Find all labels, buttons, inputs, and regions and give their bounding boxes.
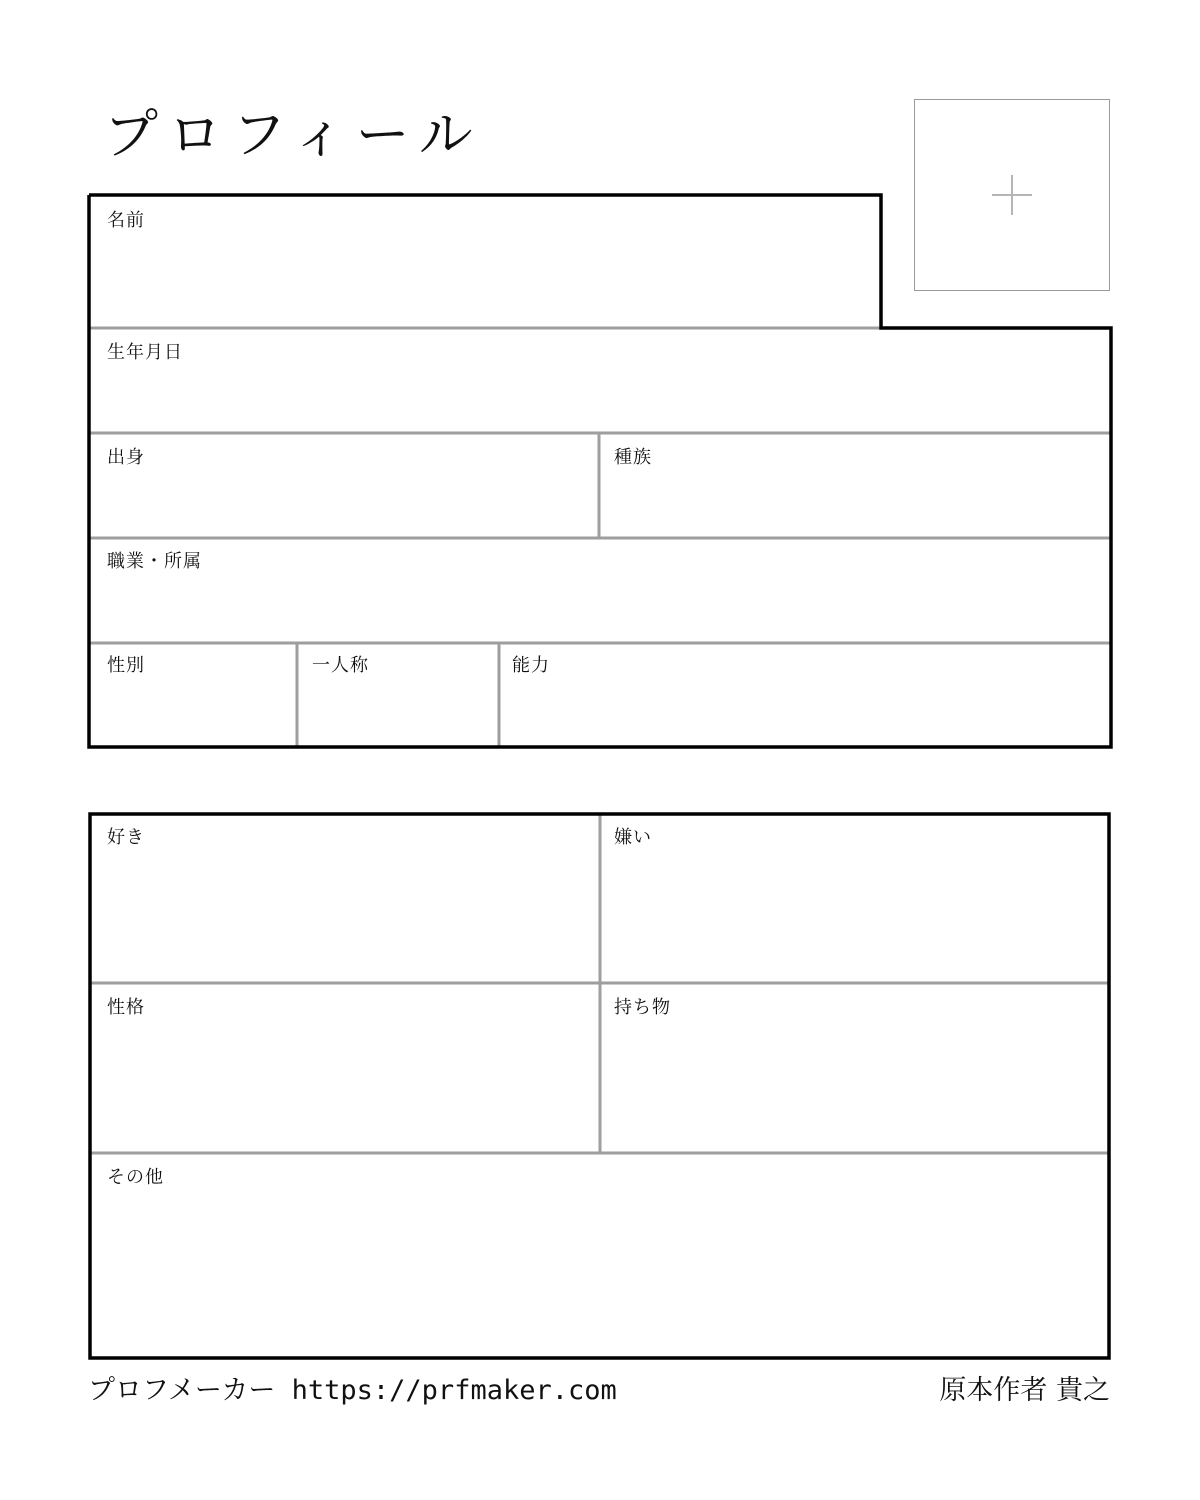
- pronoun-label: 一人称: [312, 655, 369, 676]
- race-label: 種族: [614, 447, 652, 468]
- footer-maker-link[interactable]: プロフメーカー https://prfmaker.com: [88, 1375, 617, 1406]
- dislikes-label: 嫌い: [614, 827, 652, 848]
- page-title: プロフィール: [104, 103, 483, 166]
- name-label: 名前: [107, 210, 145, 231]
- other-label: その他: [107, 1167, 164, 1188]
- origin-label: 出身: [107, 447, 145, 468]
- personality-label: 性格: [107, 997, 145, 1018]
- footer-author: 原本作者 貴之: [939, 1375, 1110, 1406]
- ability-label: 能力: [512, 655, 550, 676]
- likes-label: 好き: [107, 827, 145, 848]
- belongings-label: 持ち物: [614, 997, 671, 1018]
- gender-label: 性別: [107, 655, 145, 676]
- occupation-label: 職業・所属: [107, 551, 202, 572]
- birthday-label: 生年月日: [107, 342, 183, 363]
